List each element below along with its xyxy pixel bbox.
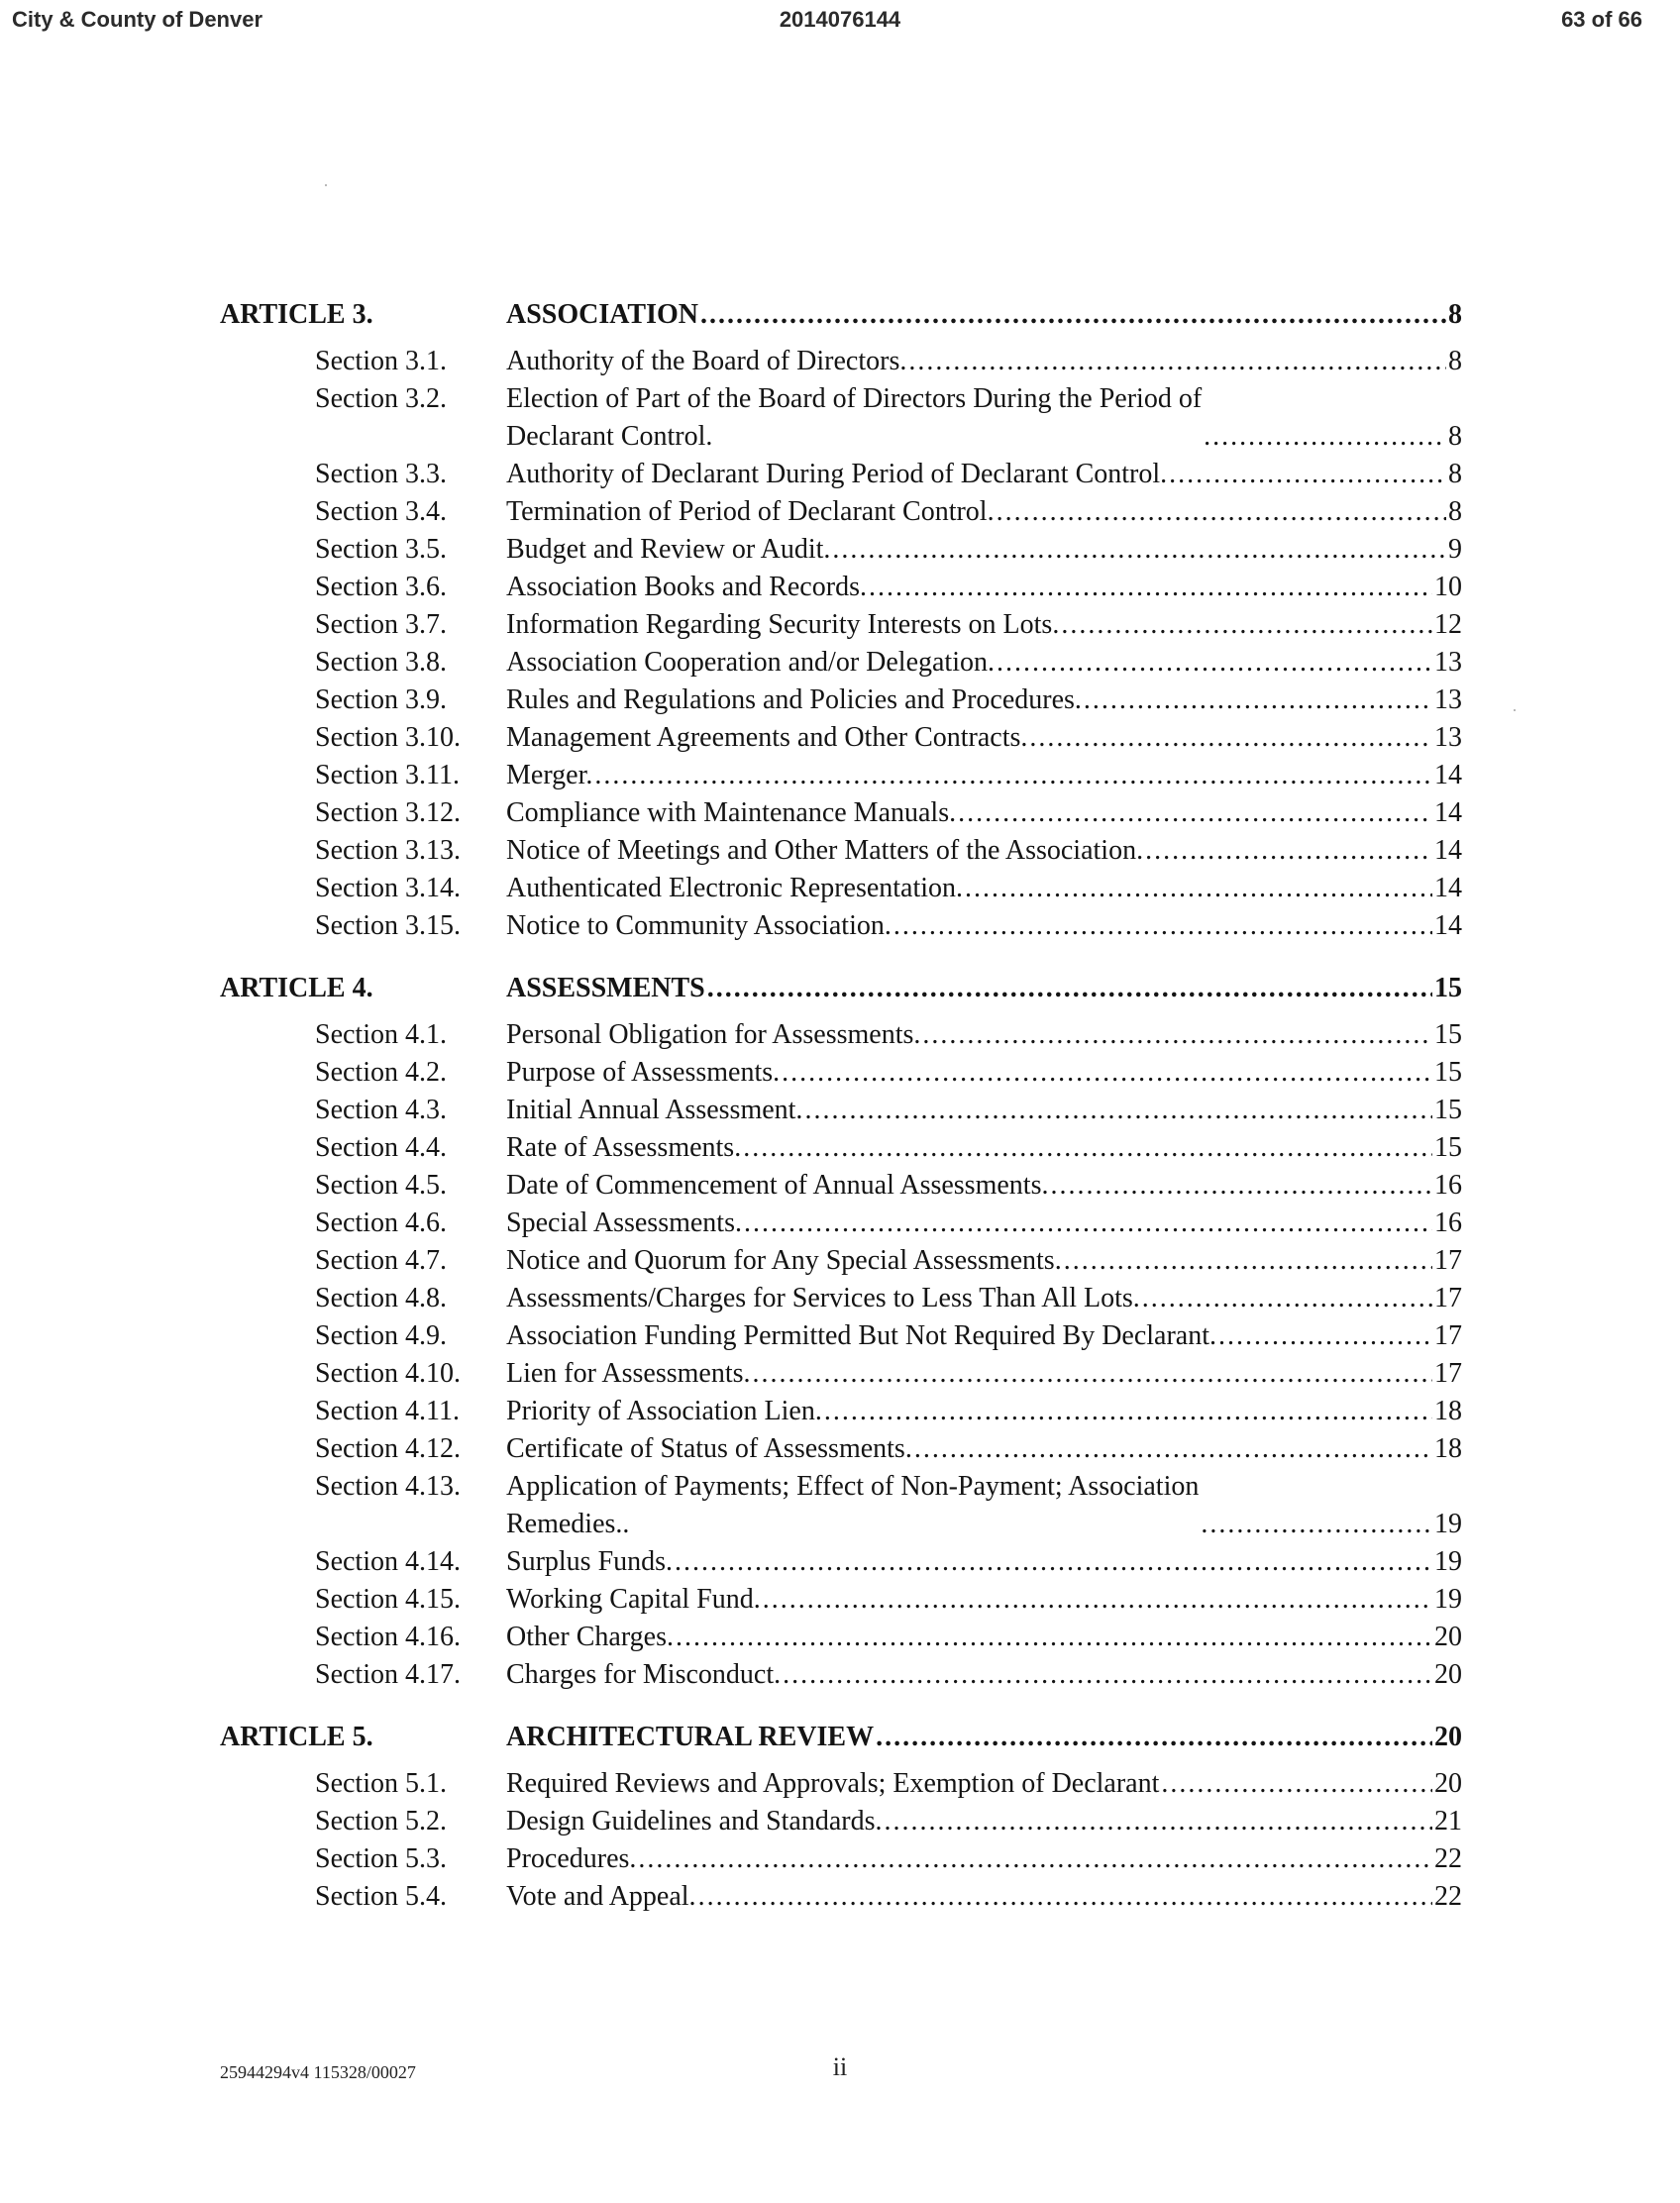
dot-leader xyxy=(1142,1280,1432,1317)
section-title-wrap xyxy=(506,1878,696,1916)
toc-section-row[interactable] xyxy=(220,1619,1462,1656)
section-label: Section 4.6. xyxy=(315,1207,447,1238)
section-label: Section 3.4. xyxy=(315,496,447,527)
section-title: Budget and Review or Audit. xyxy=(506,534,831,565)
article-title-wrap xyxy=(506,293,698,337)
section-title-wrap xyxy=(506,1765,1159,1803)
section-page-number: 19 xyxy=(1434,1584,1462,1615)
article-entry xyxy=(506,967,1462,1010)
section-page-number: 14 xyxy=(1434,910,1462,941)
toc-section-row[interactable] xyxy=(220,1205,1462,1242)
toc-section-row[interactable] xyxy=(220,1167,1462,1205)
section-entry xyxy=(506,1317,1462,1355)
toc-article-row[interactable] xyxy=(220,293,1462,337)
toc-section-row[interactable] xyxy=(220,606,1462,644)
section-title-wrap xyxy=(506,343,906,380)
section-title: Initial Annual Assessment. xyxy=(506,1095,803,1125)
section-label: Section 4.3. xyxy=(315,1095,447,1125)
section-label: Section 3.12. xyxy=(315,797,461,828)
dot-leader xyxy=(707,967,1432,1010)
dot-leader xyxy=(1084,682,1432,719)
toc-section-row[interactable] xyxy=(220,1242,1462,1280)
section-title: Association Books and Records. xyxy=(506,572,867,602)
section-title: Surplus Funds. xyxy=(506,1546,674,1577)
section-title: Required Reviews and Approvals; Exemption of Declarant xyxy=(506,1768,1160,1799)
article-title: ASSOCIATION xyxy=(506,299,698,330)
section-page-number: 20 xyxy=(1434,1659,1462,1690)
dot-leader xyxy=(782,1054,1432,1092)
section-title: Merger. xyxy=(506,760,593,790)
section-title: Authority of Declarant During Period of Declarant Control. xyxy=(506,459,1168,489)
article-title-wrap xyxy=(506,967,705,1010)
dot-leader xyxy=(753,1355,1432,1393)
scan-speck xyxy=(1514,709,1516,711)
section-entry xyxy=(506,1129,1462,1167)
dot-leader xyxy=(676,1619,1432,1656)
section-page-number: 15 xyxy=(1434,1095,1462,1125)
toc-section-row[interactable] xyxy=(220,1355,1462,1393)
section-entry xyxy=(506,1205,1462,1242)
section-title: Priority of Association Lien. xyxy=(506,1396,822,1426)
section-page-number: 20 xyxy=(1434,1768,1462,1799)
section-label: Section 4.16. xyxy=(315,1622,461,1652)
toc-section-row[interactable] xyxy=(220,1543,1462,1581)
dot-leader xyxy=(885,1803,1433,1840)
dot-leader xyxy=(1145,832,1432,870)
dot-leader xyxy=(1201,1506,1432,1543)
section-entry xyxy=(506,907,1462,945)
section-title-wrap xyxy=(506,1581,761,1619)
dot-leader xyxy=(1161,1765,1432,1803)
section-title-wrap xyxy=(506,1430,912,1468)
section-page-number: 13 xyxy=(1434,722,1462,753)
dot-leader xyxy=(1050,1167,1432,1205)
section-label: Section 3.10. xyxy=(315,722,461,753)
section-label: Section 4.10. xyxy=(315,1358,461,1389)
section-page-number: 9 xyxy=(1448,534,1462,565)
section-title: Authenticated Electronic Representation. xyxy=(506,873,964,903)
toc-article-row[interactable] xyxy=(220,967,1462,1010)
section-title-wrap xyxy=(506,1656,781,1694)
section-title: Working Capital Fund. xyxy=(506,1584,761,1615)
section-title-wrap xyxy=(506,531,830,569)
section-label: Section 3.6. xyxy=(315,572,447,602)
section-label: Section 5.3. xyxy=(315,1843,447,1874)
section-label: Section 4.9. xyxy=(315,1320,447,1351)
section-title: Election of Part of the Board of Directors During the Period of xyxy=(506,383,1203,414)
section-entry xyxy=(506,1054,1462,1092)
section-label: Section 3.2. xyxy=(315,383,447,414)
section-title-wrap xyxy=(506,870,963,907)
article-entry xyxy=(506,293,1462,337)
toc-section-row[interactable] xyxy=(220,1581,1462,1619)
recording-page-count: 63 of 66 xyxy=(1561,7,1642,32)
article-label: ARTICLE 3. xyxy=(220,299,373,330)
section-label: Section 3.5. xyxy=(315,534,447,565)
section-label: Section 5.4. xyxy=(315,1881,447,1912)
section-title: Authority of the Board of Directors. xyxy=(506,346,907,376)
section-entry xyxy=(506,757,1462,794)
section-title-wrap xyxy=(506,456,1167,493)
section-title-wrap xyxy=(506,644,995,682)
section-entry xyxy=(506,794,1462,832)
toc-section-row[interactable] xyxy=(220,1765,1462,1803)
dot-leader xyxy=(698,1878,1432,1916)
section-title: Termination of Period of Declarant Control. xyxy=(506,496,995,527)
section-label: Section 3.7. xyxy=(315,609,447,640)
article-page-number: 20 xyxy=(1434,1722,1462,1752)
dot-leader xyxy=(1169,456,1446,493)
section-page-number: 20 xyxy=(1434,1622,1462,1652)
toc-section-row[interactable] xyxy=(220,1393,1462,1430)
toc-section-row[interactable] xyxy=(220,493,1462,531)
section-entry xyxy=(506,1355,1462,1393)
section-title: Lien for Assessments. xyxy=(506,1358,751,1389)
toc-article xyxy=(220,293,1462,945)
section-page-number: 17 xyxy=(1434,1245,1462,1276)
dot-leader xyxy=(893,907,1432,945)
section-entry xyxy=(506,1656,1462,1694)
dot-leader xyxy=(804,1092,1432,1129)
section-page-number: 21 xyxy=(1434,1806,1462,1836)
article-label: ARTICLE 5. xyxy=(220,1722,373,1752)
section-page-number: 10 xyxy=(1434,572,1462,602)
toc-section-row[interactable] xyxy=(220,456,1462,493)
section-title-continuation: Declarant Control. xyxy=(506,421,713,452)
section-title-wrap xyxy=(506,1317,1216,1355)
section-page-number: 17 xyxy=(1434,1283,1462,1313)
section-title: Vote and Appeal. xyxy=(506,1881,696,1912)
section-title: Procedures. xyxy=(506,1843,637,1874)
toc-section-row[interactable] xyxy=(220,1129,1462,1167)
section-label: Section 3.14. xyxy=(315,873,461,903)
article-title: ASSESSMENTS xyxy=(506,973,705,1003)
section-title: Notice of Meetings and Other Matters of the Association. xyxy=(506,835,1144,866)
article-title: ARCHITECTURAL REVIEW xyxy=(506,1722,875,1752)
section-title-wrap xyxy=(506,1543,673,1581)
section-page-number: 17 xyxy=(1434,1358,1462,1389)
section-title: Notice and Quorum for Any Special Assessments. xyxy=(506,1245,1062,1276)
section-title: Information Regarding Security Interests on Lots. xyxy=(506,609,1060,640)
section-page-number: 8 xyxy=(1448,346,1462,376)
dot-leader xyxy=(908,343,1446,380)
dot-leader xyxy=(763,1581,1432,1619)
toc-section-row[interactable] xyxy=(220,870,1462,907)
section-title-wrap xyxy=(506,757,592,794)
toc-section-row[interactable] xyxy=(220,757,1462,794)
section-entry xyxy=(506,1619,1462,1656)
section-label: Section 3.3. xyxy=(315,459,447,489)
toc-section-row[interactable] xyxy=(220,1016,1462,1054)
section-entry xyxy=(506,569,1462,606)
dot-leader xyxy=(824,1393,1432,1430)
section-page-number: 14 xyxy=(1434,835,1462,866)
section-page-number: 16 xyxy=(1434,1207,1462,1238)
section-title-wrap xyxy=(506,907,892,945)
section-page-number: 16 xyxy=(1434,1170,1462,1201)
section-page-number: 18 xyxy=(1434,1433,1462,1464)
section-entry xyxy=(506,719,1462,757)
section-entry xyxy=(506,1468,1462,1543)
table-of-contents xyxy=(220,293,1462,1938)
toc-section-row[interactable] xyxy=(220,1840,1462,1878)
dot-leader xyxy=(743,1129,1432,1167)
section-title: Certificate of Status of Assessments. xyxy=(506,1433,912,1464)
toc-section-row[interactable] xyxy=(220,1054,1462,1092)
article-label: ARTICLE 4. xyxy=(220,973,373,1003)
section-entry xyxy=(506,493,1462,531)
section-title: Charges for Misconduct. xyxy=(506,1659,782,1690)
section-title: Special Assessments. xyxy=(506,1207,742,1238)
article-title-wrap xyxy=(506,1716,874,1759)
toc-section-row[interactable] xyxy=(220,531,1462,569)
section-entry xyxy=(506,1092,1462,1129)
section-title-continuation: Remedies.. xyxy=(506,1509,630,1539)
section-page-number: 8 xyxy=(1448,459,1462,489)
section-label: Section 4.7. xyxy=(315,1245,447,1276)
toc-section-row[interactable] xyxy=(220,343,1462,380)
section-label: Section 4.8. xyxy=(315,1283,447,1313)
section-title-wrap xyxy=(506,1393,822,1430)
toc-section-row[interactable] xyxy=(220,907,1462,945)
section-title-wrap xyxy=(506,1092,802,1129)
recording-header xyxy=(0,4,1680,36)
dot-leader xyxy=(832,531,1446,569)
toc-section-row[interactable] xyxy=(220,719,1462,757)
toc-section-row[interactable] xyxy=(220,1430,1462,1468)
section-entry xyxy=(506,380,1462,456)
toc-section-row[interactable] xyxy=(220,832,1462,870)
section-page-number: 19 xyxy=(1434,1509,1462,1539)
toc-section-row[interactable] xyxy=(220,1280,1462,1317)
section-entry xyxy=(506,1167,1462,1205)
section-title: Association Funding Permitted But Not Required By Declarant. xyxy=(506,1320,1217,1351)
section-page-number: 22 xyxy=(1434,1881,1462,1912)
section-entry xyxy=(506,606,1462,644)
section-page-number: 15 xyxy=(1434,1019,1462,1050)
section-title-wrap xyxy=(506,1129,741,1167)
toc-article xyxy=(220,967,1462,1694)
toc-section-row[interactable] xyxy=(220,1878,1462,1916)
section-title-wrap xyxy=(506,1840,636,1878)
toc-section-row[interactable] xyxy=(220,380,1462,456)
dot-leader xyxy=(965,870,1432,907)
section-page-number: 15 xyxy=(1434,1057,1462,1088)
dot-leader xyxy=(869,569,1432,606)
dot-leader xyxy=(1218,1317,1432,1355)
section-title-wrap xyxy=(506,1468,1199,1543)
section-title: Notice to Community Association. xyxy=(506,910,892,941)
toc-section-row[interactable] xyxy=(220,1656,1462,1694)
section-page-number: 17 xyxy=(1434,1320,1462,1351)
section-title-wrap xyxy=(506,1355,751,1393)
dot-leader xyxy=(1029,719,1432,757)
section-title-wrap xyxy=(506,493,995,531)
section-title-wrap xyxy=(506,1242,1062,1280)
dot-leader xyxy=(914,1430,1432,1468)
section-title-wrap xyxy=(506,380,1202,456)
section-page-number: 15 xyxy=(1434,1132,1462,1163)
section-title-wrap xyxy=(506,1280,1140,1317)
section-entry xyxy=(506,1581,1462,1619)
section-label: Section 4.4. xyxy=(315,1132,447,1163)
dot-leader xyxy=(1204,418,1446,456)
dot-leader xyxy=(997,493,1446,531)
section-label: Section 3.8. xyxy=(315,647,447,678)
dot-leader xyxy=(958,794,1432,832)
section-label: Section 4.1. xyxy=(315,1019,447,1050)
section-entry xyxy=(506,644,1462,682)
section-title: Management Agreements and Other Contracts. xyxy=(506,722,1028,753)
toc-article-row[interactable] xyxy=(220,1716,1462,1759)
dot-leader xyxy=(744,1205,1432,1242)
section-title-wrap xyxy=(506,719,1027,757)
section-label: Section 3.11. xyxy=(315,760,460,790)
section-entry xyxy=(506,343,1462,380)
section-label: Section 3.13. xyxy=(315,835,461,866)
dot-leader xyxy=(675,1543,1432,1581)
section-page-number: 18 xyxy=(1434,1396,1462,1426)
toc-section-row[interactable] xyxy=(220,644,1462,682)
section-title-wrap xyxy=(506,606,1059,644)
dot-leader xyxy=(700,293,1446,337)
recording-number: 2014076144 xyxy=(779,7,901,32)
section-title: Personal Obligation for Assessments. xyxy=(506,1019,921,1050)
section-entry xyxy=(506,1878,1462,1916)
article-page-number: 8 xyxy=(1448,299,1462,330)
dot-leader xyxy=(783,1656,1432,1694)
section-entry xyxy=(506,1242,1462,1280)
section-label: Section 4.13. xyxy=(315,1471,461,1502)
recording-county: City & County of Denver xyxy=(12,7,263,32)
section-label: Section 3.15. xyxy=(315,910,461,941)
toc-section-row[interactable] xyxy=(220,569,1462,606)
section-entry xyxy=(506,1016,1462,1054)
article-entry xyxy=(506,1716,1462,1759)
toc-section-row[interactable] xyxy=(220,794,1462,832)
section-entry xyxy=(506,1543,1462,1581)
section-title-wrap xyxy=(506,682,1082,719)
section-title: Rules and Regulations and Policies and Procedures. xyxy=(506,684,1082,715)
section-label: Section 4.14. xyxy=(315,1546,461,1577)
dot-leader xyxy=(594,757,1432,794)
section-title: Application of Payments; Effect of Non-Payment; Association xyxy=(506,1471,1200,1502)
section-page-number: 14 xyxy=(1434,797,1462,828)
section-title-wrap xyxy=(506,1016,920,1054)
section-page-number: 8 xyxy=(1448,496,1462,527)
section-entry xyxy=(506,1430,1462,1468)
section-entry xyxy=(506,456,1462,493)
dot-leader xyxy=(876,1716,1432,1759)
scan-speck xyxy=(325,184,327,186)
section-title: Rate of Assessments. xyxy=(506,1132,742,1163)
section-page-number: 14 xyxy=(1434,760,1462,790)
section-entry xyxy=(506,1840,1462,1878)
section-page-number: 8 xyxy=(1448,421,1462,452)
section-page-number: 14 xyxy=(1434,873,1462,903)
section-label: Section 5.2. xyxy=(315,1806,447,1836)
section-label: Section 4.12. xyxy=(315,1433,461,1464)
section-label: Section 4.11. xyxy=(315,1396,460,1426)
section-entry xyxy=(506,1393,1462,1430)
section-label: Section 4.15. xyxy=(315,1584,461,1615)
toc-article xyxy=(220,1716,1462,1916)
dot-leader xyxy=(1064,1242,1432,1280)
section-entry xyxy=(506,682,1462,719)
dot-leader xyxy=(1061,606,1432,644)
section-entry xyxy=(506,870,1462,907)
section-page-number: 12 xyxy=(1434,609,1462,640)
toc-section-row[interactable] xyxy=(220,682,1462,719)
section-page-number: 13 xyxy=(1434,684,1462,715)
section-entry xyxy=(506,531,1462,569)
section-label: Section 5.1. xyxy=(315,1768,447,1799)
section-entry xyxy=(506,1803,1462,1840)
toc-section-row[interactable] xyxy=(220,1803,1462,1840)
section-page-number: 22 xyxy=(1434,1843,1462,1874)
section-label: Section 4.17. xyxy=(315,1659,461,1690)
section-label: Section 4.5. xyxy=(315,1170,447,1201)
section-title: Purpose of Assessments. xyxy=(506,1057,781,1088)
dot-leader xyxy=(922,1016,1432,1054)
section-title: Other Charges. xyxy=(506,1622,674,1652)
section-label: Section 4.2. xyxy=(315,1057,447,1088)
section-title-wrap xyxy=(506,832,1143,870)
section-page-number: 13 xyxy=(1434,647,1462,678)
section-title: Compliance with Maintenance Manuals. xyxy=(506,797,957,828)
section-title-wrap xyxy=(506,1619,674,1656)
section-title: Date of Commencement of Annual Assessments. xyxy=(506,1170,1049,1201)
section-title: Design Guidelines and Standards. xyxy=(506,1806,883,1836)
section-entry xyxy=(506,1280,1462,1317)
dot-leader xyxy=(638,1840,1432,1878)
dot-leader xyxy=(997,644,1432,682)
section-page-number: 19 xyxy=(1434,1546,1462,1577)
section-label: Section 3.1. xyxy=(315,346,447,376)
section-title: Assessments/Charges for Services to Less Than All Lots. xyxy=(506,1283,1140,1313)
article-page-number: 15 xyxy=(1434,973,1462,1003)
document-id: 25944294v4 115328/00027 xyxy=(220,2062,416,2082)
section-title-wrap xyxy=(506,794,956,832)
page-number: ii xyxy=(832,2052,848,2081)
toc-section-row[interactable] xyxy=(220,1092,1462,1129)
section-title-wrap xyxy=(506,1167,1048,1205)
toc-section-row[interactable] xyxy=(220,1468,1462,1543)
section-entry xyxy=(506,832,1462,870)
toc-section-row[interactable] xyxy=(220,1317,1462,1355)
section-entry xyxy=(506,1765,1462,1803)
section-title: Association Cooperation and/or Delegation. xyxy=(506,647,995,678)
section-title-wrap xyxy=(506,1205,742,1242)
section-title-wrap xyxy=(506,1054,780,1092)
section-title-wrap xyxy=(506,569,867,606)
section-title-wrap xyxy=(506,1803,883,1840)
section-label: Section 3.9. xyxy=(315,684,447,715)
